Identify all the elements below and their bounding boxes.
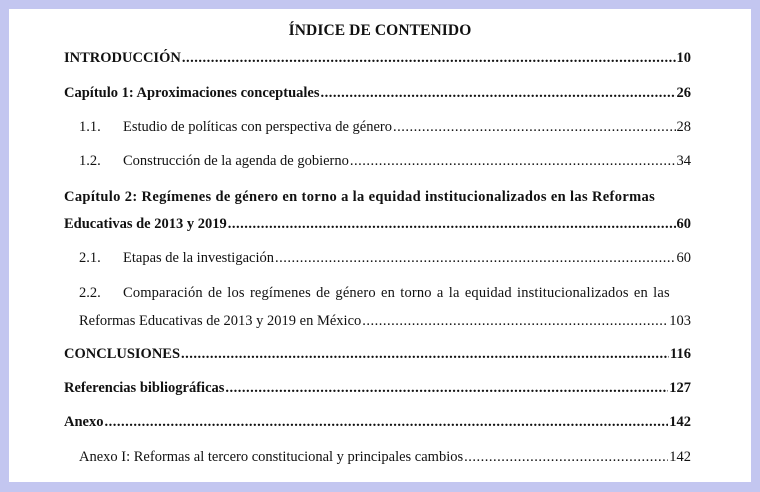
dot-leader <box>464 447 668 467</box>
toc-entry-page: 142 <box>669 449 691 465</box>
toc-entry-page: 127 <box>669 380 691 396</box>
toc-entry-conclusiones[interactable] <box>64 344 691 364</box>
toc-entry-label-line1: Comparación de los regímenes de género en torno a la equidad institucionalizados en las <box>123 285 670 301</box>
dot-leader <box>321 83 676 103</box>
toc-entry-label: Capítulo 1: Aproximaciones conceptuales <box>64 85 320 101</box>
toc-entry-label: CONCLUSIONES <box>64 346 181 362</box>
toc-entry-anexo[interactable] <box>64 412 691 432</box>
toc-entry-page: 60 <box>676 216 691 232</box>
toc-entry-page: 103 <box>669 313 691 329</box>
toc-entry-page: 10 <box>676 50 691 66</box>
toc-entry-label: Anexo <box>64 414 104 430</box>
toc-title: ÍNDICE DE CONTENIDO <box>288 22 472 39</box>
toc-entry-label-line2: Educativas de 2013 y 2019 <box>64 216 227 232</box>
toc-entry-anexo-i[interactable] <box>79 447 691 467</box>
toc-entry-capitulo-2-line1[interactable] <box>64 187 691 207</box>
document-page <box>9 9 751 482</box>
dot-leader <box>275 248 676 268</box>
dot-leader <box>228 214 676 234</box>
toc-entry-1-1[interactable] <box>79 117 691 137</box>
toc-entry-label: Etapas de la investigación <box>123 250 274 266</box>
toc-entry-number: 1.2. <box>79 153 101 169</box>
toc-entry-referencias[interactable] <box>64 378 691 398</box>
toc-entry-page: 26 <box>676 85 691 101</box>
toc-entry-introduccion[interactable] <box>64 48 691 68</box>
toc-entry-2-2-line1[interactable] <box>79 283 691 303</box>
toc-entry-page: 28 <box>676 119 691 135</box>
toc-entry-page: 116 <box>670 346 691 362</box>
dot-leader <box>181 344 669 364</box>
dot-leader <box>225 378 668 398</box>
toc-entry-label: Referencias bibliográficas <box>64 380 225 396</box>
toc-entry-number: 2.1. <box>79 250 101 266</box>
toc-entry-label: INTRODUCCIÓN <box>64 50 181 66</box>
dot-leader <box>182 48 676 68</box>
toc-entry-label: Anexo I: Reformas al tercero constitucional y principales cambios <box>79 449 464 465</box>
toc-entry-page: 60 <box>676 250 691 266</box>
toc-entry-label-line1: Capítulo 2: Regímenes de género en torno a la equidad institucionalizados en las Reformas <box>64 189 656 205</box>
toc-entry-capitulo-2[interactable] <box>64 214 691 234</box>
dot-leader <box>104 412 668 432</box>
toc-entry-number: 2.2. <box>79 285 101 301</box>
dot-leader <box>393 117 676 137</box>
toc-entry-capitulo-1[interactable] <box>64 83 691 103</box>
toc-entry-page: 142 <box>669 414 691 430</box>
toc-entry-1-2[interactable] <box>79 151 691 171</box>
toc-entry-2-2[interactable] <box>79 311 691 331</box>
toc-entry-label-line2: Reformas Educativas de 2013 y 2019 en México <box>79 313 362 329</box>
toc-entry-2-1[interactable] <box>79 248 691 268</box>
toc-entry-page: 34 <box>676 153 691 169</box>
toc-entry-number: 1.1. <box>79 119 101 135</box>
dot-leader <box>362 311 668 331</box>
toc-entry-label: Construcción de la agenda de gobierno <box>123 153 349 169</box>
toc-entry-label: Estudio de políticas con perspectiva de género <box>123 119 392 135</box>
dot-leader <box>350 151 676 171</box>
